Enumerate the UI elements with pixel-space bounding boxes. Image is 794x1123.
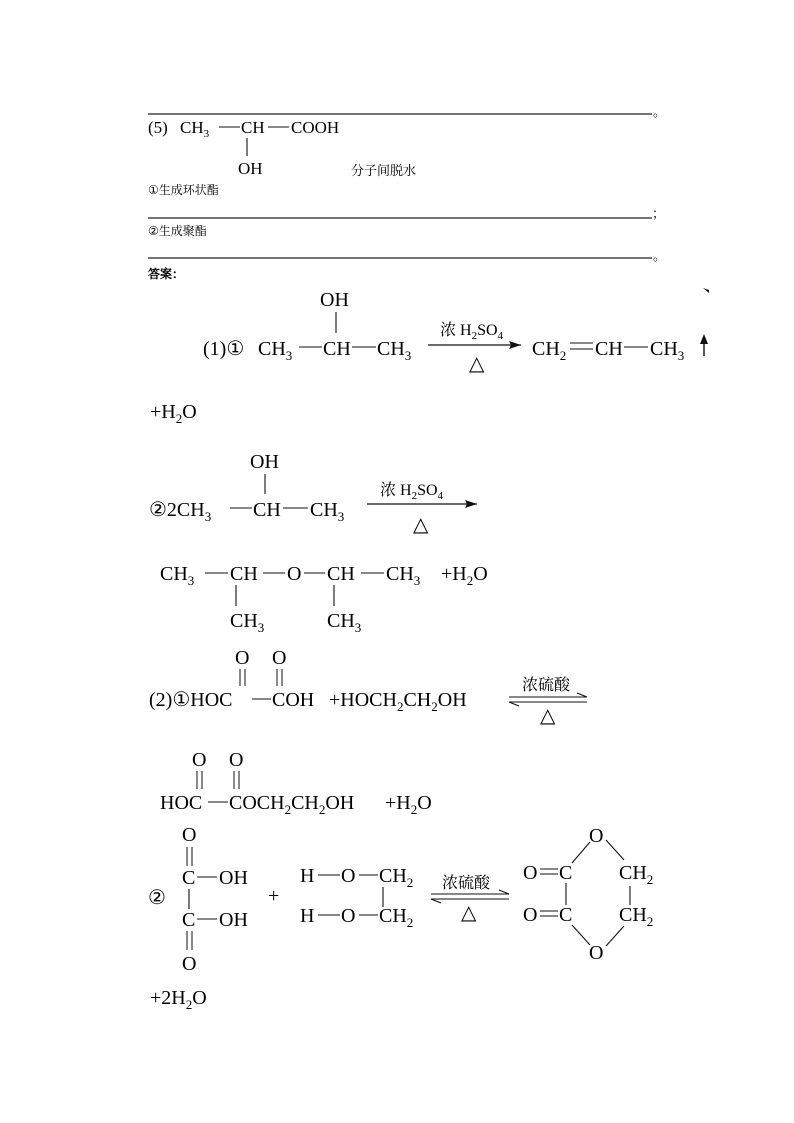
- svg-text:O: O: [523, 904, 538, 926]
- svg-text:H: H: [300, 905, 315, 927]
- svg-text:CH2: $CH_2$: [619, 862, 654, 887]
- item-polyester: ②生成聚酯: [148, 224, 207, 238]
- svg-text:CH3: $CH_3$: [230, 610, 265, 635]
- period-mark: 。: [653, 249, 667, 264]
- svg-text:COCH2CH2OH: $COCH_2CH_2OH$: [229, 792, 355, 817]
- svg-text:+H2O: $+H_2O$: [385, 792, 432, 817]
- period-mark: 。: [653, 105, 667, 120]
- svg-text:C: C: [182, 867, 196, 889]
- svg-text:+H2O: $+H_2O$: [150, 401, 197, 426]
- svg-text:CH: CH: [327, 563, 355, 585]
- svg-text:CH2: $CH_2$: [379, 905, 414, 930]
- semicolon-mark: ；: [652, 207, 666, 222]
- svg-text:C: C: [182, 909, 196, 931]
- reaction-2b: [148, 824, 653, 1012]
- svg-text:CH2: $CH_2$: [532, 338, 567, 363]
- svg-text:浓 H2SO4: 浓 $H_2SO_4$: [380, 480, 444, 502]
- heat-symbol: △: [469, 353, 485, 375]
- svg-text:O: O: [589, 942, 604, 964]
- svg-text:O: O: [272, 647, 287, 669]
- svg-text:OH: OH: [219, 909, 248, 931]
- svg-text:OH: OH: [219, 867, 248, 889]
- svg-text:CH3: $CH_3$: [160, 563, 195, 588]
- reaction-1a: [150, 288, 709, 426]
- svg-text:CH: CH: [595, 338, 623, 360]
- svg-text:COH: COH: [272, 689, 315, 711]
- oh-group: OH: [238, 159, 263, 178]
- svg-text:CH3: $CH_3$: [650, 338, 685, 363]
- svg-text:O: O: [341, 865, 356, 887]
- svg-text:O: O: [523, 862, 538, 884]
- svg-text:+2H2O: $+2H_2O$: [150, 987, 207, 1012]
- catalyst-label: 浓硫酸: [522, 675, 571, 694]
- cooh-group: COOH: [291, 118, 340, 137]
- svg-text:②2CH3: $②2CH_3$: [149, 499, 212, 524]
- svg-text:C: C: [559, 904, 573, 926]
- svg-text:CH3: $CH_3$: [327, 610, 362, 635]
- reaction-1b: [149, 451, 488, 635]
- svg-text:O: O: [192, 749, 207, 771]
- svg-text:CH3: $CH_3$: [386, 563, 421, 588]
- svg-text:CH3: $CH_3$: [377, 338, 412, 363]
- svg-text:CH: CH: [323, 338, 351, 360]
- svg-text:O: O: [182, 953, 197, 975]
- svg-text:CH: CH: [230, 563, 258, 585]
- ch-group: CH: [241, 118, 265, 137]
- part-number: (1)①: [203, 338, 245, 360]
- svg-text:O: O: [182, 824, 197, 846]
- catalyst-label: 浓硫酸: [442, 873, 491, 892]
- lactic-acid-formula: $CH_3$: [180, 118, 210, 140]
- svg-text:CH3: $CH_3$: [310, 499, 345, 524]
- svg-text:C: C: [559, 862, 573, 884]
- svg-text:HOC: HOC: [160, 792, 203, 814]
- reaction-2a: [149, 647, 587, 817]
- plus-sign: +: [268, 885, 280, 907]
- svg-text:(2)①HOC: (2)①HOC: [149, 689, 233, 711]
- heat-symbol: △: [413, 514, 429, 536]
- svg-text:O: O: [589, 825, 604, 847]
- answer-label: 答案：: [148, 267, 185, 281]
- heat-symbol: △: [461, 902, 477, 924]
- svg-text:O: O: [341, 905, 356, 927]
- condition-text: 分子间脱水: [351, 164, 417, 179]
- part-number: ②: [148, 887, 166, 909]
- svg-text:O: O: [229, 749, 244, 771]
- heat-symbol: △: [540, 705, 556, 727]
- svg-text:CH2: $CH_2$: [619, 904, 654, 929]
- svg-text:CH2: $CH_2$: [379, 865, 414, 890]
- svg-text:CH3: $CH_3$: [258, 338, 293, 363]
- svg-text:+HOCH2CH2OH: $+HOCH_2CH_2OH$: [329, 689, 467, 714]
- oh-group: OH: [250, 451, 279, 473]
- item-cyclic-ester: ①生成环状酯: [148, 183, 219, 197]
- oh-group: OH: [320, 289, 349, 311]
- svg-text:O: O: [235, 647, 250, 669]
- question-number: (5): [148, 118, 168, 137]
- svg-text:+H2O: $+H_2O$: [441, 563, 488, 588]
- svg-text:O: O: [287, 563, 302, 585]
- svg-text:浓 H2SO4: 浓 $H_2SO_4$: [440, 320, 504, 342]
- svg-text:CH: CH: [253, 499, 281, 521]
- svg-text:H: H: [300, 865, 315, 887]
